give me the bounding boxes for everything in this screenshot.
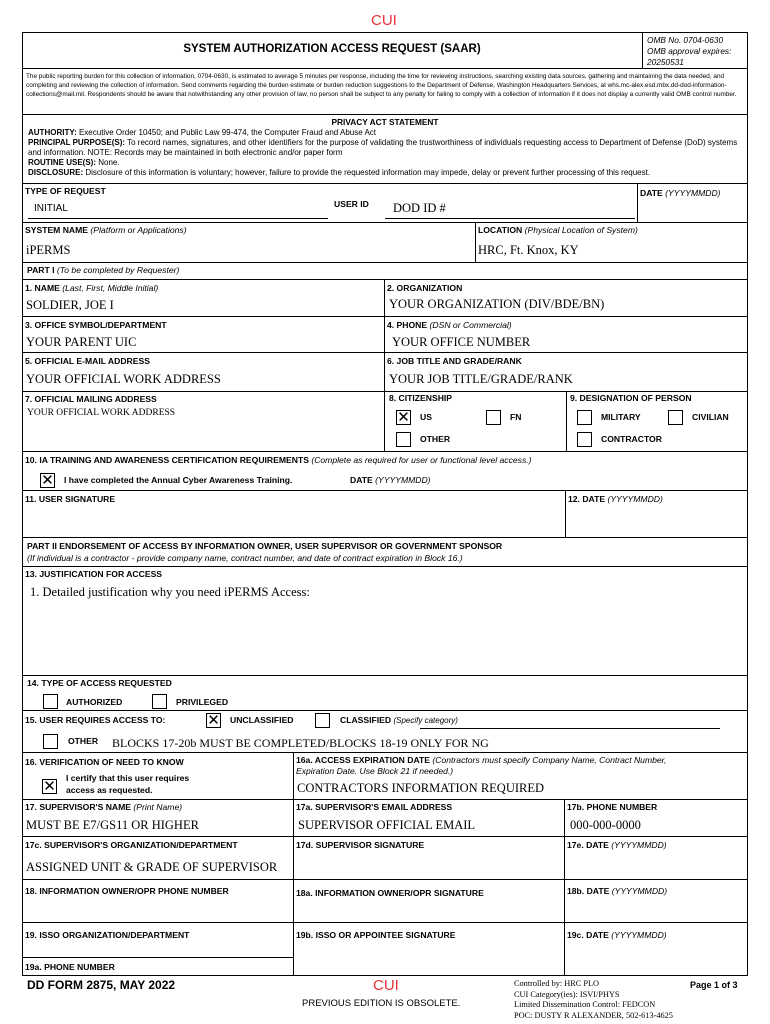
supervisor-date-hint: (YYYYMMDD) xyxy=(611,840,667,850)
supervisor-name-hint: (Print Name) xyxy=(133,802,183,812)
isso-date-label xyxy=(567,930,667,940)
justification-label: 13. JUSTIFICATION FOR ACCESS xyxy=(25,569,163,579)
purpose-label: PRINCIPAL PURPOSE(S): xyxy=(28,138,126,147)
mailing-address-value[interactable]: YOUR OFFICIAL WORK ADDRESS xyxy=(27,408,176,418)
authority-text: Executive Order 10450; and Public Law 99-474, the Computer Fraud and Abuse Act xyxy=(76,128,377,137)
disclosure-text: Disclosure of this information is voluntary; however, failure to provide the requested information may impede, delay or prevent further processing of this request. xyxy=(83,168,651,177)
other-access-label: OTHER xyxy=(68,736,99,746)
routine-text: None. xyxy=(96,158,120,167)
justification-field[interactable] xyxy=(23,580,747,674)
phone-label-text: 4. PHONE xyxy=(387,320,428,330)
supervisor-org-label: 17c. SUPERVISOR'S ORGANIZATION/DEPARTMENT xyxy=(25,840,238,850)
other-access-value[interactable]: BLOCKS 17-20b MUST BE COMPLETED/BLOCKS 18-19 ONLY FOR NG xyxy=(112,736,489,750)
part1-heading xyxy=(27,265,179,275)
info-owner-date-label-text: 18b. DATE xyxy=(567,886,610,896)
user-signature-date-hint: (YYYYMMDD) xyxy=(607,494,663,504)
part2-heading-hint: (If individual is a contractor - provide company name, contract number, and date of contract expiration in Block 16.) xyxy=(27,553,463,563)
organization-label: 2. ORGANIZATION xyxy=(387,283,463,293)
name-value[interactable]: SOLDIER, JOE I xyxy=(26,298,114,312)
ia-training-hint: (Complete as required for user or functional level access.) xyxy=(311,455,532,465)
citizenship-label: 8. CITIZENSHIP xyxy=(389,393,453,403)
page-number: Page 1 of 3 xyxy=(690,980,738,990)
expiration-date-label-text: 16a. ACCESS EXPIRATION DATE xyxy=(296,755,431,765)
classified-hint: (Specify category) xyxy=(393,716,458,725)
purpose-text: To record names, signatures, and other identifiers for the purpose of validating the trustworthiness of individuals requesting access to Department of Defense (DoD) systems and information. NOTE: Records may be maintained in both electronic and/or paper form xyxy=(28,138,738,157)
supervisor-signature-label: 17d. SUPERVISOR SIGNATURE xyxy=(296,840,425,850)
expiration-date-value[interactable]: CONTRACTORS INFORMATION REQUIRED xyxy=(297,781,545,795)
email-value[interactable]: YOUR OFFICIAL WORK ADDRESS xyxy=(26,372,221,386)
disclosure-label: DISCLOSURE: xyxy=(28,168,84,177)
system-name-hint: (Platform or Applications) xyxy=(90,225,187,235)
omb-expires: 20250531 xyxy=(647,57,684,67)
type-of-access-label: 14. TYPE OF ACCESS REQUESTED xyxy=(27,678,172,688)
type-of-request-label: TYPE OF REQUEST xyxy=(25,186,106,196)
office-symbol-label: 3. OFFICE SYMBOL/DEPARTMENT xyxy=(25,320,167,330)
job-title-label: 6. JOB TITLE AND GRADE/RANK xyxy=(387,356,522,366)
phone-hint: (DSN or Commercial) xyxy=(429,320,512,330)
designation-civilian-label: CIVILIAN xyxy=(692,412,729,422)
phone-label xyxy=(387,320,512,330)
name-label-text: 1. NAME xyxy=(25,283,60,293)
omb-number: OMB No. 0704-0630 xyxy=(647,35,724,45)
ia-date-label xyxy=(350,475,431,485)
supervisor-date-label xyxy=(567,840,667,850)
classified-label-text: CLASSIFIED xyxy=(340,715,392,725)
designation-contractor-label: CONTRACTOR xyxy=(601,434,662,444)
ia-training-label-text: 10. IA TRAINING AND AWARENESS CERTIFICATION REQUIREMENTS xyxy=(25,455,309,465)
other-access-checkbox[interactable] xyxy=(43,734,58,749)
omb-expires-label: OMB approval expires: xyxy=(647,46,732,56)
supervisor-phone-value[interactable]: 000-000-0000 xyxy=(570,818,641,832)
phone-value[interactable]: YOUR OFFICE NUMBER xyxy=(392,335,531,349)
ia-training-checkbox[interactable]: ✕ xyxy=(41,471,54,489)
unclassified-label: UNCLASSIFIED xyxy=(230,715,294,725)
part2-heading: PART II ENDORSEMENT OF ACCESS BY INFORMATION OWNER, USER SUPERVISOR OR GOVERNMENT SPONSOR xyxy=(27,541,503,551)
cui-marking-top: CUI xyxy=(371,12,397,29)
part1-heading-hint: (To be completed by Requester) xyxy=(56,265,180,275)
supervisor-date-label-text: 17e. DATE xyxy=(567,840,609,850)
isso-phone-label: 19a. PHONE NUMBER xyxy=(25,962,115,972)
supervisor-org-value[interactable]: ASSIGNED UNIT & GRADE OF SUPERVISOR xyxy=(26,860,278,874)
user-signature-date-label-text: 12. DATE xyxy=(568,494,606,504)
cui-marking-bottom: CUI xyxy=(373,977,399,994)
isso-org-label: 19. ISSO ORGANIZATION/DEPARTMENT xyxy=(25,930,190,940)
system-name-value[interactable]: iPERMS xyxy=(26,243,71,257)
citizenship-other-label: OTHER xyxy=(420,434,451,444)
supervisor-name-label-text: 17. SUPERVISOR'S NAME xyxy=(25,802,131,812)
location-hint: (Physical Location of System) xyxy=(524,225,638,235)
need-to-know-checkbox[interactable]: ✕ xyxy=(43,777,56,795)
name-label xyxy=(25,283,158,293)
expiration-hint-2: Expiration Date. Use Block 21 if needed.) xyxy=(296,766,454,776)
request-date-label-text: DATE xyxy=(640,188,663,198)
name-hint: (Last, First, Middle Initial) xyxy=(62,283,159,293)
justification-value: 1. Detailed justification why you need iPERMS Access: xyxy=(30,585,310,599)
unclassified-checkbox[interactable]: ✕ xyxy=(207,711,220,729)
location-label xyxy=(478,225,638,235)
burden-statement: The public reporting burden for this collection of information, 0704-0630, is estimated to average 5 minutes per response, including the time for reviewing instructions, searching existing data sources, gathering and maintaining the data needed, and completing and reviewing the collection of information. Send comments regarding the burden estimate or burden reduction suggestions to the Department of Defense, Washington Headquarters Services, at whs.mc-alex.esd.mbx.dd-dod-information-collections@mail.mil. Respondents should be aware that notwithstanding any other provision of law, no person shall be subject to any penalty for failing to comply with a collection of information if it does not display a currently valid OMB control number. xyxy=(26,73,737,98)
need-to-know-label: 16. VERIFICATION OF NEED TO KNOW xyxy=(25,757,184,767)
omb-info xyxy=(647,35,747,68)
routine-label: ROUTINE USE(S): xyxy=(28,158,96,167)
classified-label xyxy=(340,715,458,725)
user-id-label: USER ID xyxy=(334,199,369,209)
dissemination-control: Limited Dissemination Control: FEDCON xyxy=(514,1000,656,1009)
form-id: DD FORM 2875, MAY 2022 xyxy=(27,978,176,992)
obsolete-note: PREVIOUS EDITION IS OBSOLETE. xyxy=(302,998,461,1009)
citizenship-us-checkbox[interactable]: ✕ xyxy=(397,408,410,426)
type-of-request-field[interactable] xyxy=(28,199,328,219)
citizenship-fn-label: FN xyxy=(510,412,522,422)
ia-date-label-text: DATE xyxy=(350,475,373,485)
cui-category: CUI Category(ies): ISVI/PHYS xyxy=(514,989,620,999)
user-signature-date-label xyxy=(568,494,663,504)
expiration-date-label xyxy=(296,755,666,777)
ia-training-check-label: I have completed the Annual Cyber Awareness Training. xyxy=(64,475,293,485)
ia-date-hint: (YYYYMMDD) xyxy=(375,475,431,485)
system-name-label xyxy=(25,225,187,235)
location-value[interactable]: HRC, Ft. Knox, KY xyxy=(478,243,579,257)
supervisor-name-label xyxy=(25,802,182,812)
request-date-hint: (YYYYMMDD) xyxy=(665,188,721,198)
location-label-text: LOCATION xyxy=(478,225,523,235)
citizenship-us-label: US xyxy=(420,412,432,422)
privileged-label: PRIVILEGED xyxy=(176,697,229,707)
request-date-label xyxy=(640,188,721,198)
ia-training-label xyxy=(25,455,532,465)
user-id-value: DOD ID # xyxy=(393,201,446,215)
supervisor-email-label: 17a. SUPERVISOR'S EMAIL ADDRESS xyxy=(296,802,453,812)
privacy-statement xyxy=(28,128,742,178)
controlled-by: Controlled by: HRC PLO xyxy=(514,979,600,988)
privileged-checkbox[interactable] xyxy=(152,694,167,709)
citizenship-other-checkbox[interactable] xyxy=(396,432,411,447)
authorized-checkbox[interactable] xyxy=(43,694,58,709)
classified-checkbox[interactable] xyxy=(315,713,330,728)
info-owner-date-hint: (YYYYMMDD) xyxy=(611,886,668,896)
user-signature-field[interactable] xyxy=(23,505,564,536)
info-owner-phone-label: 18. INFORMATION OWNER/OPR PHONE NUMBER xyxy=(25,886,229,896)
designation-military-checkbox[interactable] xyxy=(577,410,592,425)
email-label: 5. OFFICIAL E-MAIL ADDRESS xyxy=(25,356,150,366)
type-of-request-value: INITIAL xyxy=(34,203,68,214)
isso-signature-label: 19b. ISSO OR APPOINTEE SIGNATURE xyxy=(296,930,456,940)
need-to-know-line2: access as requested. xyxy=(66,785,153,795)
poc: POC: DUSTY R ALEXANDER, 502-613-4625 xyxy=(514,1010,673,1020)
designation-military-label: MILITARY xyxy=(601,412,641,422)
system-name-label-text: SYSTEM NAME xyxy=(25,225,89,235)
supervisor-email-value[interactable]: SUPERVISOR OFFICIAL EMAIL xyxy=(298,818,476,832)
user-signature-label: 11. USER SIGNATURE xyxy=(25,494,116,504)
privacy-heading: PRIVACY ACT STATEMENT xyxy=(331,117,439,127)
requires-access-label: 15. USER REQUIRES ACCESS TO: xyxy=(25,715,166,725)
need-to-know-check-label xyxy=(66,772,189,796)
citizenship-fn-checkbox[interactable] xyxy=(486,410,501,425)
authorized-label: AUTHORIZED xyxy=(66,697,123,707)
office-symbol-value[interactable]: YOUR PARENT UIC xyxy=(26,335,137,349)
designation-label: 9. DESIGNATION OF PERSON xyxy=(570,393,692,403)
form-title: SYSTEM AUTHORIZATION ACCESS REQUEST (SAAR) xyxy=(183,43,481,55)
part1-heading-text: PART I xyxy=(27,265,55,275)
designation-civilian-checkbox[interactable] xyxy=(668,410,683,425)
organization-value[interactable]: YOUR ORGANIZATION (DIV/BDE/BN) xyxy=(389,297,605,311)
authority-label: AUTHORITY: xyxy=(28,128,77,137)
isso-date-label-text: 19c. DATE xyxy=(567,930,609,940)
isso-date-hint: (YYYYMMDD) xyxy=(611,930,667,940)
need-to-know-line1: I certify that this user requires xyxy=(66,773,190,783)
mailing-address-label: 7. OFFICIAL MAILING ADDRESS xyxy=(25,394,157,404)
supervisor-name-value[interactable]: MUST BE E7/GS11 OR HIGHER xyxy=(26,818,199,832)
info-owner-signature-label: 18a. INFORMATION OWNER/OPR SIGNATURE xyxy=(296,888,484,898)
expiration-hint-1: (Contractors must specify Company Name, Contract Number, xyxy=(432,755,667,765)
job-title-value[interactable]: YOUR JOB TITLE/GRADE/RANK xyxy=(389,372,573,386)
supervisor-phone-label: 17b. PHONE NUMBER xyxy=(567,802,658,812)
designation-contractor-checkbox[interactable] xyxy=(577,432,592,447)
cui-designation-block xyxy=(514,979,673,1021)
info-owner-date-label xyxy=(567,886,667,896)
user-id-field[interactable] xyxy=(385,197,635,219)
